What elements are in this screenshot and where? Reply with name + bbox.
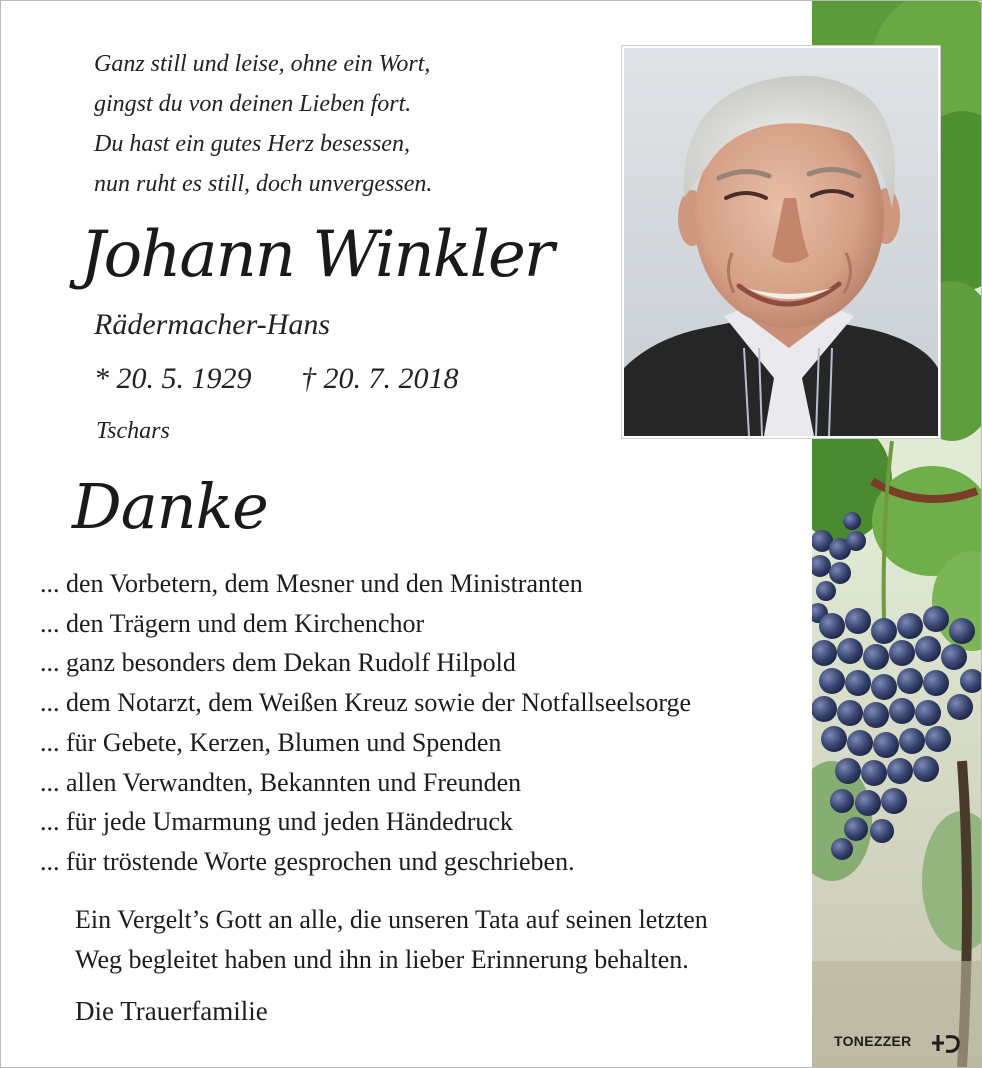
birth-date: * 20. 5. 1929	[94, 362, 252, 395]
thanks-item: ... allen Verwandten, Bekannten und Freunden	[40, 767, 522, 797]
death-date: † 20. 7. 2018	[301, 362, 459, 395]
closing-line: Weg begleitet haben und ihn in lieber Erinnerung behalten.	[75, 945, 689, 974]
deceased-name: Johann Winkler	[80, 218, 553, 292]
home-place: Tschars	[96, 418, 170, 444]
closing-line: Ein Vergelt’s Gott an alle, die unseren Tata auf seinen letzten	[75, 905, 708, 934]
poem-line: gingst du von deinen Lieben fort.	[94, 91, 412, 117]
life-dates	[94, 362, 459, 396]
thanks-item: ... für Gebete, Kerzen, Blumen und Spenden	[40, 727, 502, 757]
poem	[94, 44, 594, 204]
logo-mark-icon	[930, 1031, 964, 1055]
signature: Die Trauerfamilie	[75, 996, 268, 1026]
deceased-nickname: Rädermacher-Hans	[94, 308, 331, 341]
thanks-item: ... ganz besonders dem Dekan Rudolf Hilpold	[40, 648, 516, 678]
tonezzer-logo: TONEZZER	[834, 1033, 912, 1049]
poem-line: Du hast ein gutes Herz besessen,	[94, 131, 410, 157]
thanks-item: ... den Trägern und dem Kirchenchor	[40, 608, 425, 638]
thanks-item: ... den Vorbetern, dem Mesner und den Ministranten	[40, 569, 583, 598]
poem-line: nun ruht es still, doch unvergessen.	[94, 171, 433, 197]
portrait-photo	[622, 46, 940, 438]
thanks-item: ... für jede Umarmung und jeden Händedruck	[40, 807, 513, 837]
danke-heading: Danke	[72, 470, 268, 543]
thanks-item: ... für tröstende Worte gesprochen und geschrieben.	[40, 846, 575, 876]
poem-line: Ganz still und leise, ohne ein Wort,	[94, 51, 431, 77]
closing-text	[75, 900, 805, 980]
thanks-item: ... dem Notarzt, dem Weißen Kreuz sowie der Notfallseelsorge	[40, 688, 692, 718]
thanks-list	[40, 564, 810, 882]
